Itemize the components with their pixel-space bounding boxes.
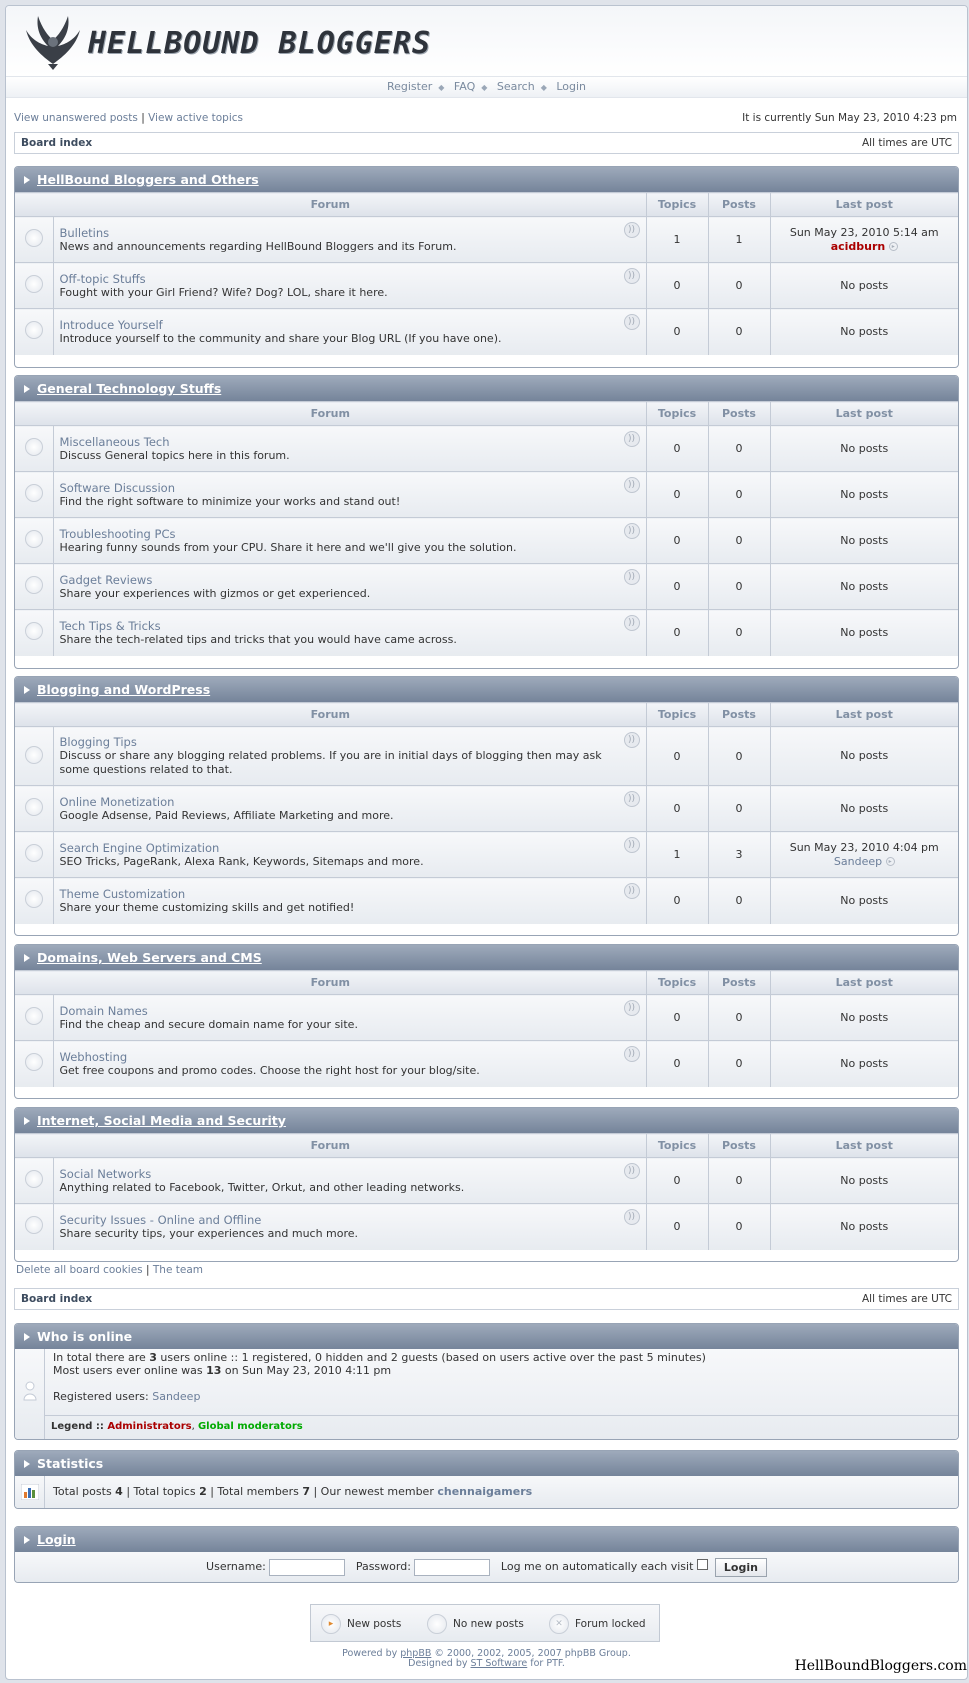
topics-count: 0	[646, 564, 708, 610]
topics-count: 0	[646, 878, 708, 924]
phpbb-link[interactable]: phpBB	[400, 1648, 432, 1659]
login-block	[14, 1526, 959, 1583]
timezone-note: All times are UTC	[861, 137, 952, 149]
category-title-link[interactable]: HellBound Bloggers and Others	[37, 172, 259, 187]
password-label: Password:	[355, 1560, 411, 1573]
current-time: It is currently Sun May 23, 2010 4:23 pm	[742, 112, 957, 124]
rss-feed-icon[interactable]: ))	[624, 477, 640, 493]
last-post-cell: No posts	[770, 518, 958, 564]
username-label: Username:	[206, 1560, 266, 1573]
collapse-triangle-icon[interactable]	[24, 176, 30, 184]
statistics-header	[15, 1451, 958, 1476]
forum-row	[15, 217, 958, 263]
table-header-row	[15, 402, 958, 426]
posts-column-header: Posts	[708, 1134, 770, 1158]
view-latest-post-icon[interactable]: ▸	[886, 857, 895, 866]
forum-row	[15, 263, 958, 309]
last-post-cell: No posts	[770, 610, 958, 656]
rss-feed-icon[interactable]: ))	[624, 1209, 640, 1225]
online-total-count: 3	[149, 1351, 157, 1364]
forum-name-link[interactable]: Social Networks	[59, 1166, 152, 1181]
last-post-cell: No posts	[770, 263, 958, 309]
forum-table	[15, 192, 958, 355]
last-post-cell: No posts	[770, 1041, 958, 1087]
forum-description: Find the right software to minimize your works and stand out!	[59, 494, 401, 508]
category-title-link[interactable]: Blogging and WordPress	[37, 682, 211, 697]
designed-for-text: for PTF.	[527, 1658, 565, 1669]
online-title: Who is online	[37, 1329, 133, 1344]
category-header	[15, 376, 958, 401]
key-no-new-posts-label: No new posts	[453, 1618, 524, 1630]
rss-feed-icon[interactable]: ))	[624, 523, 640, 539]
username-input[interactable]	[269, 1559, 345, 1576]
login-link[interactable]: Login	[556, 80, 587, 93]
online-record-text: Most users ever online was	[53, 1364, 207, 1377]
faq-link[interactable]: FAQ	[453, 80, 476, 93]
online-record-count: 13	[206, 1364, 222, 1377]
forum-row	[15, 518, 958, 564]
top-navigation	[6, 76, 967, 98]
table-header-row	[15, 193, 958, 217]
no-new-posts-icon	[25, 321, 43, 339]
table-header-row	[15, 1134, 958, 1158]
category-title-link[interactable]: Internet, Social Media and Security	[37, 1113, 286, 1128]
forum-row	[15, 786, 958, 832]
legend-global-moderators-link[interactable]: Global moderators	[197, 1421, 303, 1432]
table-header-row	[15, 703, 958, 727]
forum-description: Share your theme customizing skills and get notified!	[59, 900, 355, 914]
registered-users-label: Registered users:	[53, 1390, 153, 1403]
posts-count: 0	[708, 263, 770, 309]
posts-column-header: Posts	[708, 193, 770, 217]
posts-count: 0	[708, 995, 770, 1041]
category-block	[14, 944, 959, 1099]
link-separator: |	[146, 1264, 150, 1276]
forum-description: Get free coupons and promo codes. Choose the right host for your blog/site.	[59, 1063, 480, 1077]
last-post-date: Sun May 23, 2010 5:14 am	[789, 225, 939, 239]
topics-count: 0	[646, 426, 708, 472]
login-button[interactable]: Login	[715, 1558, 767, 1577]
rss-feed-icon[interactable]: ))	[624, 314, 640, 330]
last-post-cell: No posts	[770, 309, 958, 355]
no-new-posts-icon	[25, 229, 43, 247]
total-topics-value: 2	[199, 1485, 207, 1498]
forum-name-link[interactable]: Search Engine Optimization	[59, 840, 220, 855]
rss-feed-icon[interactable]: ))	[624, 431, 640, 447]
last-post-cell: No posts	[770, 472, 958, 518]
online-body	[15, 1349, 958, 1439]
forum-row	[15, 727, 958, 786]
forum-row	[15, 832, 958, 878]
no-new-posts-icon	[25, 1170, 43, 1188]
no-new-posts-icon	[427, 1614, 447, 1634]
rss-feed-icon[interactable]: ))	[624, 222, 640, 238]
forum-name-link[interactable]: Tech Tips & Tricks	[59, 618, 161, 633]
forum-description: Introduce yourself to the community and share your Blog URL (If you have one).	[59, 331, 502, 345]
nav-separator-icon: ◆	[481, 83, 488, 92]
phoenix-logo-icon[interactable]	[20, 12, 86, 70]
topics-count: 0	[646, 1158, 708, 1204]
top-links-bar	[14, 112, 959, 128]
last-post-cell	[770, 832, 958, 878]
total-topics-label: | Total topics	[122, 1485, 200, 1498]
key-no-new-posts	[427, 1614, 524, 1634]
rss-feed-icon[interactable]: ))	[624, 268, 640, 284]
rss-feed-icon[interactable]: ))	[624, 1163, 640, 1179]
designed-by-text: Designed by	[408, 1658, 471, 1669]
legend-label: Legend ::	[51, 1421, 108, 1432]
total-posts-value: 4	[115, 1485, 123, 1498]
collapse-triangle-icon[interactable]	[24, 1333, 30, 1341]
forum-row	[15, 1041, 958, 1087]
last-post-cell: No posts	[770, 1158, 958, 1204]
forum-description: Share the tech-related tips and tricks that you would have came across.	[59, 632, 457, 646]
rss-feed-icon[interactable]: ))	[624, 883, 640, 899]
online-record-date: on Sun May 23, 2010 4:11 pm	[221, 1364, 392, 1377]
forum-name-link[interactable]: Gadget Reviews	[59, 572, 153, 587]
login-header	[15, 1527, 958, 1552]
topics-column-header: Topics	[646, 1134, 708, 1158]
rss-feed-icon[interactable]: ))	[624, 791, 640, 807]
statistics-body	[15, 1476, 958, 1508]
last-post-cell: No posts	[770, 995, 958, 1041]
topics-count: 0	[646, 610, 708, 656]
page-container	[5, 5, 968, 1680]
topics-count: 1	[646, 832, 708, 878]
auto-login-checkbox[interactable]	[697, 1559, 708, 1570]
forum-description: Anything related to Facebook, Twitter, Orkut, and other leading networks.	[59, 1180, 465, 1194]
statistics-title: Statistics	[37, 1456, 104, 1471]
forum-column-header: Forum	[15, 402, 646, 426]
last-post-cell: No posts	[770, 786, 958, 832]
view-unanswered-link[interactable]: View unanswered posts	[14, 112, 138, 124]
key-new-posts	[321, 1614, 401, 1634]
forum-table	[15, 401, 958, 656]
forum-table	[15, 970, 958, 1087]
no-new-posts-icon	[25, 798, 43, 816]
powered-by-text: Powered by	[342, 1648, 401, 1659]
copyright-text: © 2000, 2002, 2005, 2007 phpBB Group.	[431, 1648, 631, 1659]
topics-count: 0	[646, 1041, 708, 1087]
forum-row	[15, 472, 958, 518]
no-new-posts-icon	[25, 576, 43, 594]
new-posts-icon: ▸	[321, 1614, 341, 1634]
forum-description: Discuss or share any blogging related problems. If you are in initial days of blogging then may ask some questions related to that.	[59, 749, 602, 776]
forum-description: Share your experiences with gizmos or get experienced.	[59, 586, 371, 600]
forum-column-header: Forum	[15, 971, 646, 995]
forum-table	[15, 702, 958, 924]
topics-column-header: Topics	[646, 193, 708, 217]
no-new-posts-icon	[25, 622, 43, 640]
last-post-author-link[interactable]: acidburn	[830, 239, 886, 253]
no-new-posts-icon	[25, 530, 43, 548]
forum-name-link[interactable]: Webhosting	[59, 1049, 128, 1064]
forum-locked-icon: ✕	[549, 1614, 569, 1634]
topics-count: 0	[646, 995, 708, 1041]
no-new-posts-icon	[25, 890, 43, 908]
last-post-cell: No posts	[770, 426, 958, 472]
forum-name-link[interactable]: Software Discussion	[59, 480, 176, 495]
the-team-link[interactable]: The team	[152, 1264, 203, 1276]
collapse-triangle-icon[interactable]	[24, 954, 30, 962]
posts-count: 1	[708, 217, 770, 263]
collapse-triangle-icon[interactable]	[24, 686, 30, 694]
legend	[45, 1415, 958, 1437]
category-header	[15, 945, 958, 970]
site-title[interactable]: HELLBOUND BLOGGERS	[88, 26, 432, 61]
st-software-link[interactable]: ST Software	[470, 1658, 528, 1669]
auto-login-label: Log me on automatically each visit	[500, 1560, 694, 1573]
forum-description: News and announcements regarding HellBound Bloggers and its Forum.	[59, 239, 457, 253]
posts-count: 0	[708, 727, 770, 786]
forum-table	[15, 1133, 958, 1250]
forum-description: Hearing funny sounds from your CPU. Share it here and we'll give you the solution.	[59, 540, 517, 554]
no-new-posts-icon	[25, 484, 43, 502]
nav-separator-icon: ◆	[540, 83, 547, 92]
no-new-posts-icon	[25, 275, 43, 293]
forum-row	[15, 426, 958, 472]
last-post-column-header: Last post	[770, 1134, 958, 1158]
topics-column-header: Topics	[646, 703, 708, 727]
forum-row	[15, 995, 958, 1041]
newest-member-label: | Our newest member	[309, 1485, 438, 1498]
bar-chart-icon	[21, 1484, 39, 1500]
topics-count: 0	[646, 518, 708, 564]
category-header	[15, 677, 958, 702]
posts-count: 0	[708, 472, 770, 518]
forum-name-link[interactable]: Introduce Yourself	[59, 317, 163, 332]
no-new-posts-icon	[25, 1007, 43, 1025]
total-members-value: 7	[302, 1485, 310, 1498]
forum-name-link[interactable]: Online Monetization	[59, 794, 175, 809]
category-block	[14, 1107, 959, 1262]
category-block	[14, 375, 959, 669]
topics-count: 0	[646, 786, 708, 832]
total-posts-label: Total posts	[53, 1485, 116, 1498]
view-latest-post-icon[interactable]: ▸	[889, 242, 898, 251]
board-index-link[interactable]: Board index	[21, 1293, 93, 1305]
posts-column-header: Posts	[708, 402, 770, 426]
forum-name-link[interactable]: Bulletins	[59, 225, 110, 240]
posts-count: 0	[708, 518, 770, 564]
posts-column-header: Posts	[708, 703, 770, 727]
last-post-cell: No posts	[770, 727, 958, 786]
category-title-link[interactable]: General Technology Stuffs	[37, 381, 222, 396]
forum-name-link[interactable]: Miscellaneous Tech	[59, 434, 170, 449]
last-post-column-header: Last post	[770, 703, 958, 727]
category-title-link[interactable]: Domains, Web Servers and CMS	[37, 950, 262, 965]
topics-column-header: Topics	[646, 971, 708, 995]
no-new-posts-icon	[25, 438, 43, 456]
topics-count: 0	[646, 263, 708, 309]
forum-name-link[interactable]: Off-topic Stuffs	[59, 271, 146, 286]
posts-count: 0	[708, 878, 770, 924]
stats-icon-cell	[15, 1476, 45, 1508]
forum-row	[15, 564, 958, 610]
last-post-cell: No posts	[770, 1204, 958, 1250]
posts-count: 0	[708, 1158, 770, 1204]
posts-count: 0	[708, 1204, 770, 1250]
forum-icon-key	[310, 1604, 660, 1642]
online-header	[15, 1324, 958, 1349]
forum-name-link[interactable]: Blogging Tips	[59, 735, 137, 749]
forum-name-link[interactable]: Theme Customization	[59, 886, 186, 901]
bottom-links	[16, 1264, 203, 1276]
last-post-date: Sun May 23, 2010 4:04 pm	[789, 840, 939, 854]
category-header	[15, 1108, 958, 1133]
forum-name-link[interactable]: Security Issues - Online and Offline	[59, 1212, 262, 1227]
forum-column-header: Forum	[15, 193, 646, 217]
rss-feed-icon[interactable]: ))	[624, 1000, 640, 1016]
topics-count: 0	[646, 727, 708, 786]
forum-description: Fought with your Girl Friend? Wife? Dog? LOL, share it here.	[59, 285, 388, 299]
login-title-link[interactable]: Login	[37, 1532, 76, 1547]
posts-count: 0	[708, 309, 770, 355]
timezone-note: All times are UTC	[861, 1293, 952, 1305]
online-total-text: In total there are	[53, 1351, 150, 1364]
delete-cookies-link[interactable]: Delete all board cookies	[16, 1264, 143, 1276]
no-new-posts-icon	[25, 844, 43, 862]
user-silhouette-icon	[23, 1381, 37, 1401]
online-stats-text	[53, 1351, 706, 1403]
search-link[interactable]: Search	[496, 80, 535, 93]
registered-user-link[interactable]: Sandeep	[152, 1390, 201, 1403]
rss-feed-icon[interactable]: ))	[624, 569, 640, 585]
key-forum-locked-label: Forum locked	[575, 1618, 646, 1630]
view-active-link[interactable]: View active topics	[148, 112, 243, 124]
login-form	[15, 1552, 958, 1582]
forum-name-link[interactable]: Troubleshooting PCs	[59, 526, 176, 541]
last-post-cell: No posts	[770, 564, 958, 610]
forum-column-header: Forum	[15, 703, 646, 727]
rss-feed-icon[interactable]: ))	[624, 837, 640, 853]
nav-separator-icon: ◆	[438, 83, 445, 92]
forum-row	[15, 610, 958, 656]
forum-row	[15, 1158, 958, 1204]
statistics-block	[14, 1450, 959, 1509]
posts-count: 3	[708, 832, 770, 878]
rss-feed-icon[interactable]: ))	[624, 615, 640, 631]
legend-administrators-link[interactable]: Administrators	[107, 1421, 192, 1432]
newest-member-link[interactable]: chennaigamers	[437, 1485, 533, 1498]
forum-row	[15, 1204, 958, 1250]
no-new-posts-icon	[25, 746, 43, 764]
online-breakdown-text: users online :: 1 registered, 0 hidden and 2 guests (based on users active over the past 5 minutes)	[156, 1351, 706, 1364]
collapse-triangle-icon[interactable]	[24, 1536, 30, 1544]
no-new-posts-icon	[25, 1053, 43, 1071]
total-members-label: | Total members	[206, 1485, 303, 1498]
last-post-column-header: Last post	[770, 971, 958, 995]
rss-feed-icon[interactable]: ))	[624, 1046, 640, 1062]
category-block	[14, 676, 959, 936]
statistics-text	[53, 1476, 532, 1508]
collapse-triangle-icon[interactable]	[24, 1460, 30, 1468]
topics-count: 0	[646, 472, 708, 518]
site-watermark: HellBoundBloggers.com	[794, 1658, 967, 1674]
forum-description: Find the cheap and secure domain name for your site.	[59, 1017, 358, 1031]
password-input[interactable]	[414, 1559, 490, 1576]
posts-count: 0	[708, 786, 770, 832]
collapse-triangle-icon[interactable]	[24, 1117, 30, 1125]
who-is-online-block	[14, 1323, 959, 1440]
forum-name-link[interactable]: Domain Names	[59, 1003, 148, 1018]
posts-count: 0	[708, 426, 770, 472]
posts-column-header: Posts	[708, 971, 770, 995]
forum-column-header: Forum	[15, 1134, 646, 1158]
collapse-triangle-icon[interactable]	[24, 385, 30, 393]
category-header	[15, 167, 958, 192]
last-post-author-link[interactable]: Sandeep	[833, 854, 883, 868]
breadcrumb-bottom	[14, 1288, 959, 1310]
forum-description: Discuss General topics here in this forum.	[59, 448, 290, 462]
forum-description: Google Adsense, Paid Reviews, Affiliate Marketing and more.	[59, 808, 394, 822]
last-post-column-header: Last post	[770, 193, 958, 217]
breadcrumb	[14, 132, 959, 154]
posts-count: 0	[708, 1041, 770, 1087]
last-post-cell	[770, 217, 958, 263]
topics-count: 0	[646, 309, 708, 355]
link-separator: |	[141, 112, 145, 124]
last-post-column-header: Last post	[770, 402, 958, 426]
topics-column-header: Topics	[646, 402, 708, 426]
key-new-posts-label: New posts	[347, 1618, 402, 1630]
forum-description: Share security tips, your experiences and much more.	[59, 1226, 359, 1240]
site-header	[6, 6, 967, 76]
board-index-link[interactable]: Board index	[21, 137, 93, 149]
online-users-icon-cell	[15, 1349, 45, 1439]
forum-row	[15, 309, 958, 355]
legend-separator: ,	[191, 1421, 198, 1432]
category-block	[14, 166, 959, 368]
key-forum-locked	[549, 1614, 646, 1634]
register-link[interactable]: Register	[386, 80, 433, 93]
rss-feed-icon[interactable]: ))	[624, 732, 640, 748]
posts-count: 0	[708, 610, 770, 656]
topics-count: 1	[646, 217, 708, 263]
posts-count: 0	[708, 564, 770, 610]
last-post-cell: No posts	[770, 878, 958, 924]
no-new-posts-icon	[25, 1216, 43, 1234]
forum-description: SEO Tricks, PageRank, Alexa Rank, Keywords, Sitemaps and more.	[59, 854, 424, 868]
table-header-row	[15, 971, 958, 995]
topics-count: 0	[646, 1204, 708, 1250]
forum-row	[15, 878, 958, 924]
